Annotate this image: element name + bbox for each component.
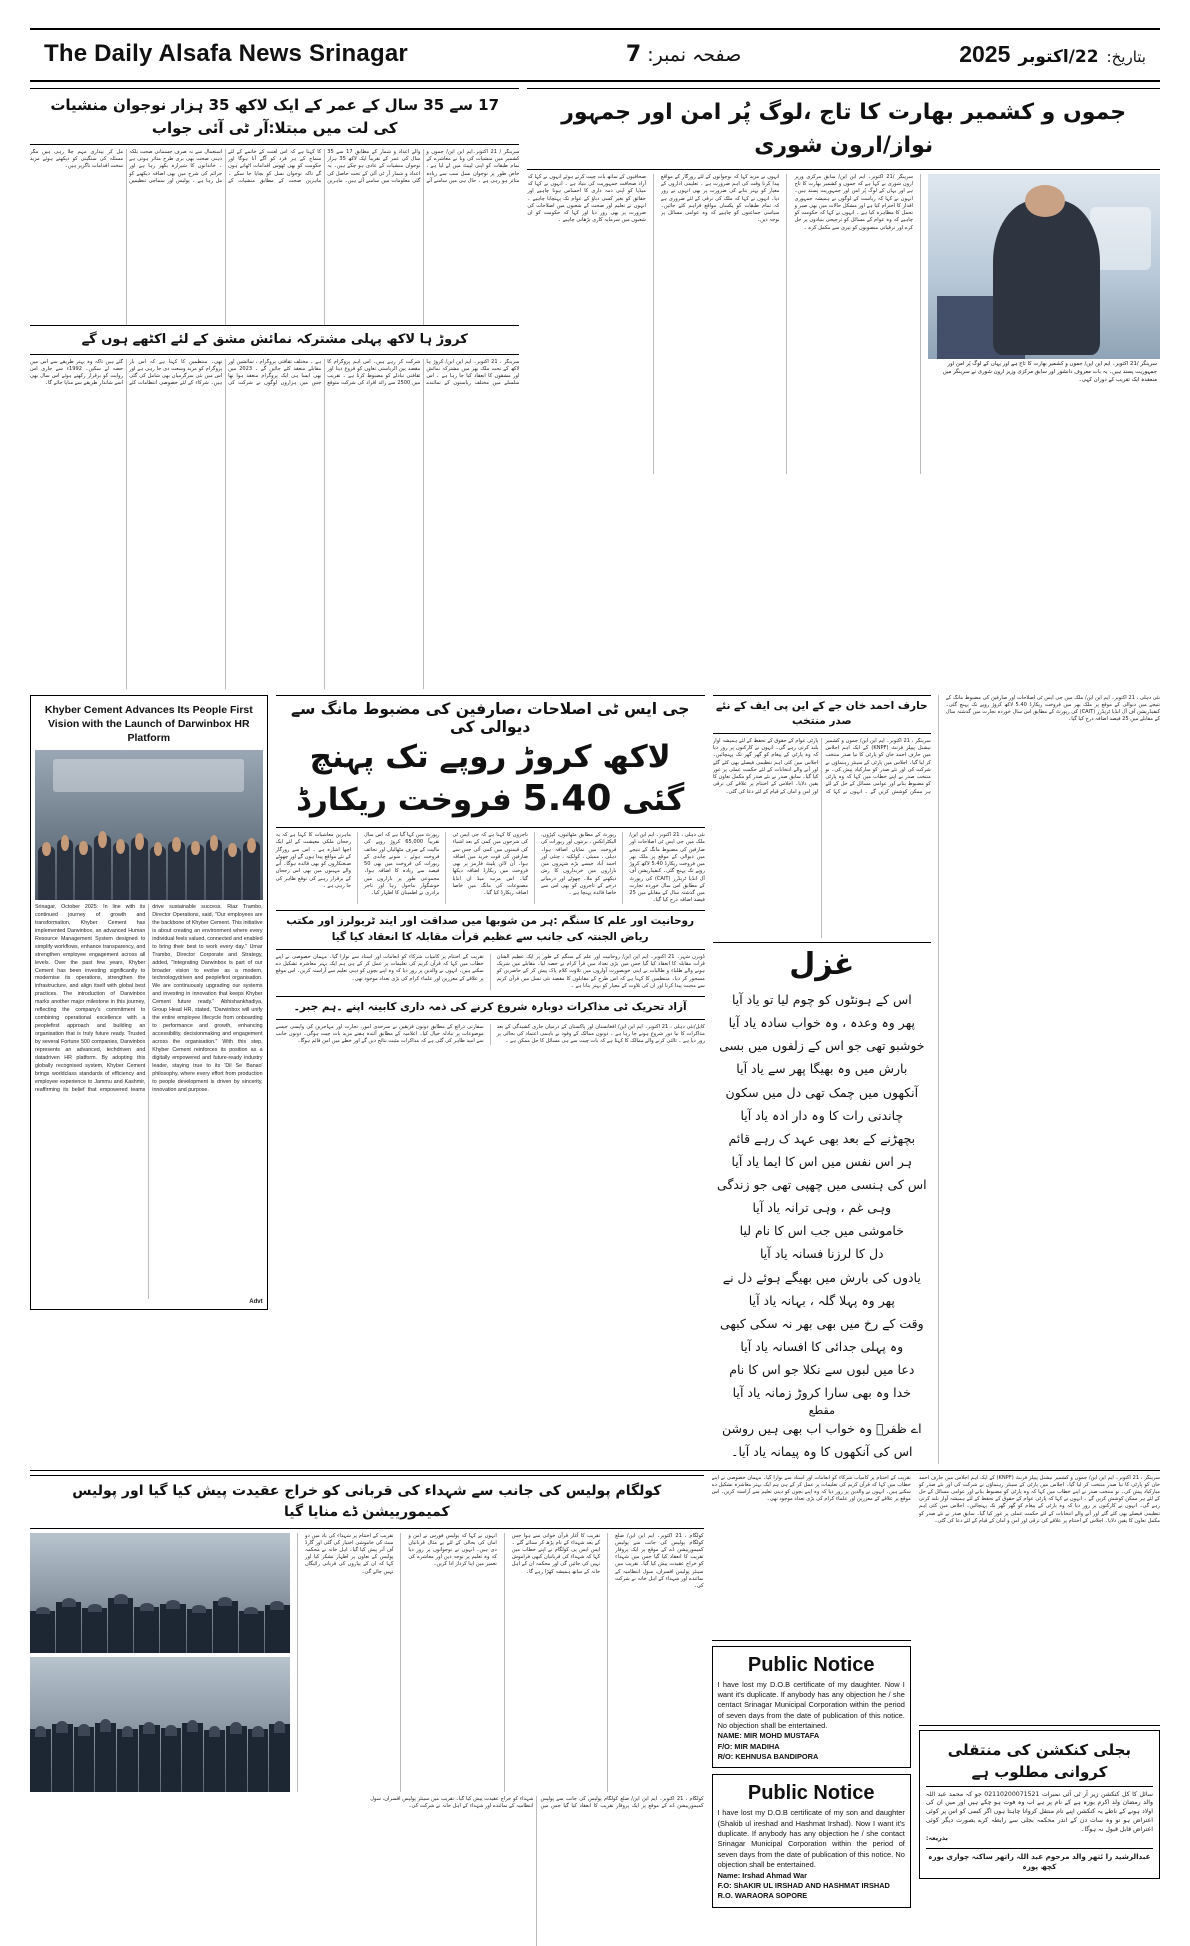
gst-body-col3: تاجروں کا کہنا ہے کہ جی ایس ٹی کی شرحوں میں کمی کے بعد اشیاء کی قیمتوں میں کمی آئی جس سے صارفین کی قوت خرید میں اضافہ ہوا۔ آن لائن پلیٹ فارمز پر بھی فروخت میں ریکارڈ اضافہ دیکھا گیا۔ اس مرتبہ میڈ ان انڈیا مصنوعات کی مانگ میں خاصا اضافہ ریکارڈ کیا گیا۔ bbox=[452, 832, 528, 896]
kulgam-body-col3: انہوں نے کہا کہ پولیس فورس نے امن و امان کی بحالی کے لئے بے مثال قربانیاں دی ہیں۔ انہوں نے نوجوانوں پر زور دیا کہ وہ تعلیم پر توجہ دیں اور معاشرے کی تعمیر میں اپنا کردار ادا کریں۔ bbox=[408, 1532, 497, 1568]
ghazal-line: بارش میں وہ بھیگا پھر سے یاد آیا bbox=[736, 1061, 908, 1077]
ghazal-line: بچھڑنے کے بعد بھی عہد ک رہے قائم bbox=[728, 1130, 916, 1146]
ghazal-line: اے ظفرؔ وہ خواب اب بھی ہیں روشن bbox=[721, 1421, 922, 1437]
paper-title: The Daily Alsafa News Srinagar bbox=[44, 40, 408, 67]
date-year: 2025 bbox=[959, 40, 1011, 67]
talks-body-col1: کابل/نئی دہلی ، 21 اکتوبر۔ ایم این این/ افغانستان اور پاکستان کے درمیان جاری کشیدگی کے بعد مذاکرات کا نیا دور شروع ہونے جا رہا ہے ۔ دونوں ممالک کے وفود نے باہمی اعتماد کی بحالی پر زور دیا ہے ۔ ثالثی کرنے والے ممالک کا کہنا ہے کہ بات چیت سے ہی مسائل کا حل ممکن ہے ۔ bbox=[496, 1023, 705, 1045]
top-section bbox=[30, 88, 1160, 689]
gst-headline bbox=[276, 736, 705, 828]
kulgam-story-block bbox=[30, 1475, 704, 1946]
ghazal-line: خاموشی میں جب اس کا نام لیا bbox=[739, 1223, 904, 1239]
advt-group-photo bbox=[35, 750, 263, 900]
right-bottom-filler: سرینگر ، 21 اکتوبر۔ ایم این این/ جموں و کشمیر نیشنل پیپلز فرنٹ (KNPF) کے ایک اہم اجلاس میں حارف احمد خان کو پارٹی کا نیا صدر منتخب کر لیا گیا۔ اجلاس میں پارٹی کے سینئر رہنماؤں نے شرکت کی اور نئے صدر کو مبارکباد پیش کی۔ نو منتخب صدر نے اپنے خطاب میں کہا کہ وہ پارٹی کو مضبوط بنانے اور عوامی مسائل کے حل کے لئے ہر ممکن کوشش کریں گے ۔ انہوں نے کہا کہ پارٹی عوام کے حقوق کے تحفظ کے لئے ہمیشہ آواز بلند کرتی رہے گی۔ انہوں نے کارکنوں پر زور دیا کہ وہ پارٹی کے پیغام کو گھر گھر تک پہنچائیں۔ اجلاس میں کئی اہم تنظیمی فیصلے بھی کئے گئے اور آنے والے انتخابات کے لئے حکمت عملی پر غور کیا گیا۔ سابق صدر نے نئے صدر کو مکمل تعاون کا یقین دلایا۔ اجلاس کے اختتام پر علاقے کی ترقی اور امن و امان کے قیام کے لئے دعا کی گئی۔ bbox=[918, 1474, 1160, 1524]
ghazal-line: دعا میں لبوں سے نکلا جو اس کا نام bbox=[729, 1362, 915, 1377]
knpf-headline: حارف احمد خان جے کے این پی ایف کے نئے صدر منتخب bbox=[716, 699, 928, 728]
public-notice-1-fo: F/O: MIR MADIHA bbox=[717, 1741, 780, 1751]
story-body-drugs: سرینگر / 21 اکتوبر۔ایم این این/ جموں و کشمیر میں منشیات کی وبا نے معاشرے کے تمام طبقات کو اپنی لپیٹ میں لے لیا ہے ، خاص طور پر نوجوان نسل سب سے زیادہ متاثر ہو رہی ہے ۔ حال ہی میں سامنے آنے والے اعداد و شمار کے مطابق 17 سے 35 سال کی عمر کے تقریباً ایک لاکھ 35 ہزار نوجوان منشیات کے عادی ہو چکے ہیں۔ یہ اعداد و شمار آر ٹی آئی کے تحت حاصل کی گئی معلومات میں سامنے آئے ہیں۔ ماہرین کا کہنا ہے کہ اس لعنت کے خاتمے کے لئے سماج کے ہر فرد کو آگے آنا ہوگا اور حکومت کو بھی ٹھوس اقدامات اٹھانے ہوں گے تاکہ نوجوان نسل کو بچایا جا سکے ۔ ماہرین صحت کے مطابق منشیات کے استعمال سے نہ صرف جسمانی صحت بلکہ ذہنی صحت بھی بری طرح متاثر ہوتی ہے ۔ خاندانوں کا شیرازہ بکھر رہا ہے اور جرائم کی شرح میں بھی اضافہ دیکھنے کو مل رہا ہے ۔ پولیس اور سماجی تنظیمیں مل کر بیداری مہم چلا رہی ہیں مگر مسئلہ کی سنگینی کو دیکھتے ہوئے مزید سخت اقدامات ناگزیر ہیں۔ bbox=[30, 149, 520, 184]
ghazal-line: پھر وہ پہلا گلہ ، بہانہ یاد آیا bbox=[748, 1292, 895, 1308]
gst-story-block bbox=[276, 695, 705, 1046]
middle-section bbox=[30, 695, 1160, 1464]
bottom-filler-text: تقریب کے اختتام پر کامیاب شرکاء کو انعامات اور اسناد سے نوازا گیا۔ مہمان خصوصی نے اپنے خطاب میں کہا کہ قرآن کریم کی تعلیمات پر عمل کر کے ہی ہم ایک بہتر معاشرہ تشکیل دے سکتے ہیں۔ انہوں نے والدین پر زور دیا کہ وہ اپنے بچوں کو دینی تعلیم سے آراستہ کریں۔ اس موقع پر علاقے کے معززین اور علماء کرام کی بڑی تعداد موجود تھی۔ bbox=[711, 1474, 911, 1503]
ghazal-line: خدا وہ بھی سارا کروڑ زمانہ یاد آیا bbox=[732, 1385, 911, 1401]
ghazal-lines bbox=[713, 988, 931, 1464]
gst-kicker: جی ایس ٹی اصلاحات ،صارفین کی مضبوط مانگ سے دیوالی کی bbox=[291, 699, 690, 736]
story-body-shourie-col2: انہوں نے مزید کہا کہ نوجوانوں کے لئے روزگار کے مواقع پیدا کرنا وقت کی اہم ضرورت ہے ۔ تعلیمی اداروں کے معیار کو بہتر بنانے کی ضرورت پر بھی انہوں نے زور دیا۔ انہوں نے کہا کہ ملک کی ترقی کے لئے ضروری ہے کہ تمام طبقات کو یکساں مواقع فراہم کئے جائیں۔ سیاسی جماعتوں کو چاہیے کہ وہ عوامی مسائل پر توجہ دیں۔ bbox=[660, 174, 780, 224]
ghazal-line: اس کے ہونٹوں کو چوم لیا تو یاد آیا bbox=[731, 992, 912, 1007]
photo-person-head bbox=[1025, 185, 1064, 216]
advt-photo-people bbox=[35, 807, 263, 900]
gst-headline-number: 5.40 bbox=[522, 778, 612, 820]
qirat-headline: روحانیت اور علم کا سنگم :ہر من شوبھا میں صداقت اور ایند ٹریولرز اور مکتب ریاض الجنتہ کی جانب سے عظیم قرأت مقابلہ کا انعقاد کیا گیا bbox=[286, 915, 695, 944]
story-body-exhibition: سرینگر ، 21 اکتوبر۔ ایم این این/ کروڑ ہا لاکھ کے تحت ملک بھر میں مشترکہ نمائش اور مشقوں کا انعقاد کیا جا رہا ہے ۔ اس سلسلے میں مختلف ریاستوں کے نمائندے شرکت کر رہے ہیں۔ اس اہم پروگرام کا مقصد بین الریاستی تعاون کو فروغ دینا اور ثقافتی تبادلے کو مضبوط کرنا ہے ۔ تقریب میں 2500 سے زائد افراد کی شرکت متوقع ہے ۔ مختلف ثقافتی پروگرام ، نمائشیں اور مقابلے منعقد کئے جائیں گے ۔ 2023 میں بھی ایسا ہی ایک پروگرام منعقد ہوا تھا جس میں ہزاروں لوگوں نے شرکت کی تھی۔ منتظمین کا کہنا ہے کہ اس بار پروگرام کو مزید وسعت دی جا رہی ہے اور اس میں نئی سرگرمیاں بھی شامل کی گئی ہیں۔ شرکاء کے لئے خصوصی انتظامات کئے گئے ہیں تاکہ وہ بہتر طریقے سے اس میں حصہ لے سکیں۔ 1992ء سے جاری اس روایت کو برقرار رکھتے ہوئے اس سال بھی اسے شاندار طریقے سے منایا جائے گا۔ bbox=[30, 358, 520, 387]
top-left-column bbox=[30, 88, 519, 689]
story-headline-shourie: جموں و کشمیر بھارت کا تاج ،لوگ پُر امن اور جمہور نواز/ارون شوری bbox=[527, 88, 1160, 170]
shourie-photo-caption: سرینگر /21 اکتوبر۔ ایم این این/ جموں و کشمیر بھارت کا تاج ہے اور یہاں کے لوگ پُر امن اور جمہوریت پسند ہیں۔ یہ بات معروف دانشور اور سابق مرکزی وزیر ارون شوری نے سرینگر میں منعقدہ ایک تقریب کے دوران کہی۔ bbox=[942, 361, 1157, 383]
right-column bbox=[713, 695, 1160, 1464]
public-notice-1-title: Public Notice bbox=[747, 1653, 875, 1676]
advt-photo-banner bbox=[53, 759, 244, 792]
kulgam-photo-bottom bbox=[30, 1657, 290, 1792]
gst-headline-pre: فروخت ریکارڈ bbox=[296, 782, 512, 819]
gst-headline-post: لاکھ کروڑ روپے تک پہنچ گئی bbox=[309, 738, 685, 819]
public-notices-block bbox=[712, 1475, 911, 1908]
ghazal-line: اس کی آنکھوں کا وہ پیمانہ یاد آیا۔ bbox=[731, 1444, 913, 1460]
date-block bbox=[959, 41, 1146, 68]
ghazal-line: چاندنی رات کا وہ دار ادہ یاد آیا bbox=[740, 1107, 904, 1123]
story-body-shourie-col3: صحافیوں کے ساتھ بات چیت کرتے ہوئے انہوں نے کہا کہ آزاد صحافت جمہوریت کی بنیاد ہے ۔ انہوں نے کہا کہ میڈیا کو اپنی ذمہ داری کا احساس ہونا چاہیے اور حقائق کو بغیر کسی دباؤ کے عوام تک پہنچانا چاہیے ۔ انہوں نے تعلیم اور صحت کے شعبوں میں اصلاحات کی ضرورت پر بھی زور دیا اور کہا کہ حکومت کو ان شعبوں میں سرمایہ کاری بڑھانی چاہیے ۔ bbox=[527, 174, 646, 224]
date-day: 22/اکتوبر bbox=[1018, 46, 1099, 67]
date-label: بتاریخ: bbox=[1106, 47, 1146, 66]
ghazal-line: ہر اس نفس میں اس کا ایما یاد آیا bbox=[731, 1153, 913, 1169]
knpf-body: سرینگر ، 21 اکتوبر۔ ایم این این/ جموں و کشمیر نیشنل پیپلز فرنٹ (KNPF) کے ایک اہم اجلاس میں حارف احمد خان کو پارٹی کا نیا صدر منتخب کر لیا گیا۔ اجلاس میں پارٹی کے سینئر رہنماؤں نے شرکت کی اور نئے صدر کو مبارکباد پیش کی۔ نو منتخب صدر نے اپنے خطاب میں کہا کہ وہ پارٹی کو مضبوط بنانے اور عوامی مسائل کے حل کے لئے ہر ممکن کوشش کریں گے ۔ انہوں نے کہا کہ پارٹی عوام کے حقوق کے تحفظ کے لئے ہمیشہ آواز بلند کرتی رہے گی۔ انہوں نے کارکنوں پر زور دیا کہ وہ پارٹی کے پیغام کو گھر گھر تک پہنچائیں۔ اجلاس میں کئی اہم تنظیمی فیصلے بھی کئے گئے اور آنے والے انتخابات کے لئے حکمت عملی پر غور کیا گیا۔ سابق صدر نے نئے صدر کو مکمل تعاون کا یقین دلایا۔ اجلاس کے اختتام پر علاقے کی ترقی اور امن و امان کے قیام کے لئے دعا کی گئی۔ bbox=[712, 738, 931, 795]
public-notice-2-body: I have lost my D.O.B certificate of my son and daughter (Shakib ul ireshad and Hashmat Irshad). Now I want it's duplicate. If anybody has any objection he / she contact Srinagar Municipal Corporation within the period of seven days from the date of publication of this notice. No objection shall be entertained. bbox=[717, 1808, 905, 1870]
ghazal-line: آنکھوں میں چمک تھی دل میں سکون bbox=[725, 1084, 919, 1100]
ghazal-line: دل کا لرزنا فسانہ یاد آیا bbox=[759, 1246, 884, 1262]
ghazal-line: وہ پہلی جدائی کا افسانہ یاد آیا bbox=[740, 1338, 904, 1354]
story-headline-exhibition: کروڑ ہا لاکھ پہلی مشترکہ نمائش مشق کے لئے اکٹھے ہوں گے bbox=[81, 332, 468, 347]
photo-person-body bbox=[993, 200, 1100, 355]
kulgam-body-col1: کولگام ، 21 اکتوبر۔ ایم این این/ ضلع کولگام پولیس کی جانب سے پولیس کمیمورییشن ڈے کے موقع پر ایک پروقار تقریب کا انعقاد کیا گیا جس میں شہداء کو خراج عقیدت پیش کیا گیا۔ تقریب میں سینئر پولیس افسران، سول انتظامیہ کے نمائندے اور شہداء کے اہل خانہ نے شرکت کی۔ bbox=[615, 1532, 704, 1590]
talks-body-col2: سفارتی ذرائع کے مطابق دونوں فریقین نے سرحدی امور، تجارت اور مہاجرین کی واپسی جیسے موضوعات پر تبادلہ خیال کیا۔ اعلامیہ کے مطابق آئندہ ہفتے مزید بات چیت ہوگی۔ دونوں جانب سے امید ظاہر کی گئی ہے کہ مذاکرات مثبت نتائج دیں گے اور خطے میں امن قائم ہوگا۔ bbox=[275, 1023, 484, 1045]
qirat-body-col1: ڈوبرن شہر۔ 21 اکتوبر۔ ایم این این/ روحانیت اور علم کے سنگم کے طور پر ایک عظیم الشان قرأت مقابلہ کا انعقاد کیا گیا جس میں بڑی تعداد میں قرأ کرام نے حصہ لیا۔ مقابلے میں شریک ہونے والے طلباء و طالبات نے اپنی خوبصورت آوازوں میں تلاوت کلام پاک پیش کر کے حاضرین کو مسحور کر دیا۔ منتظمین کا کہنا ہے کہ اس طرح کے مقابلوں کا مقصد نئی نسل میں قرآن کریم سے محبت پیدا کرنا اور ان کی تلاوت کے معیار کو بہتر بنانا ہے ۔ bbox=[496, 953, 705, 989]
kulgam-body-continued: کولگام ، 21 اکتوبر۔ ایم این این/ ضلع کولگام پولیس کی جانب سے پولیس کمیمورییشن ڈے کے موقع پر ایک پروقار تقریب کا انعقاد کیا گیا جس میں شہداء کو خراج عقیدت پیش کیا گیا۔ تقریب میں سینئر پولیس افسران، سول انتظامیہ کے نمائندے اور شہداء کے اہل خانہ نے شرکت کی۔ bbox=[370, 1795, 704, 1809]
kulgam-headline: کولگام پولیس کی جانب سے شہداء کی قربانی کو خراج عقیدت پیش کیا گیا اور پولیس کمیمورییشن ڈے منایا گیا bbox=[30, 1475, 704, 1529]
public-notice-1-body: I have lost my D.O.B certificate of my daughter. Now I want it's duplicate. If anybody has any objection he / she centact Srinagar Municipal Corporation within the period of seven days from the date of publication of this notice. No objection shall be entertained. bbox=[717, 1679, 905, 1730]
bijli-notice-sign-label: بذریعہ: bbox=[925, 1834, 948, 1843]
kulgam-body-col4: تقریب کے اختتام پر شہداء کی یاد میں دو منٹ کی خاموشی اختیار کی گئی اور گارڈ آف آنر پیش کیا گیا۔ اہل خانہ نے محکمہ پولیس کے تعاون پر اظہار تشکر کیا اور کہا کہ ان کے پیاروں کی قربانی رائیگاں نہیں جائے گی۔ bbox=[305, 1532, 394, 1575]
qirat-body-col2: تقریب کے اختتام پر کامیاب شرکاء کو انعامات اور اسناد سے نوازا گیا۔ مہمان خصوصی نے اپنے خطاب میں کہا کہ قرآن کریم کی تعلیمات پر عمل کر کے ہی ہم ایک بہتر معاشرہ تشکیل دے سکتے ہیں۔ انہوں نے والدین پر زور دیا کہ وہ اپنے بچوں کو دینی تعلیم سے آراستہ کریں۔ اس موقع پر علاقے کے معززین اور علماء کرام کی بڑی تعداد موجود تھی۔ bbox=[275, 953, 484, 982]
bijli-notice-headline: بجلی کنکشن کی منتقلی کروانی مطلوب ہے bbox=[947, 1740, 1132, 1781]
public-notice-2-ro: R.O. WARAORA SOPORE bbox=[717, 1891, 808, 1901]
story-body-shourie-col1: سرینگر /21 اکتوبر۔ ایم این این/ سابق مرکزی وزیر ارون شوری نے کہا ہے کہ جموں و کشمیر بھارت کا تاج ہے اور یہاں کے لوگ پُر امن اور جمہوریت پسند ہیں۔ انہوں نے کہا کہ ریاست کے لوگوں نے ہمیشہ جمہوری اقدار کا احترام کیا ہے اور مشکل حالات میں بھی صبر و تحمل کا مظاہرہ کیا ہے ۔ انہوں نے کہا کہ حکومت کو چاہیے کہ وہ عوام کے مسائل کو ترجیحی بنیادوں پر حل کرے اور ترقیاتی منصوبوں کو تیزی سے مکمل کرے ۔ bbox=[794, 174, 913, 231]
gst-body-overflow: نئی دہلی ، 21 اکتوبر۔ ایم این این/ ملک میں جی ایس ٹی اصلاحات اور صارفین کی مضبوط مانگ کے نتیجے میں دیوالی کے موقع پر ملک بھر میں فروخت ریکارڈ 5.40 لاکھ کروڑ روپے تک پہنچ گئی۔ کنفیڈریشن آف آل انڈیا ٹریڈرز (CAIT) کی رپورٹ کے مطابق اس سال خوردہ تجارت میں گذشتہ سال کے مقابلے میں 25 فیصد اضافہ درج کیا گیا۔ bbox=[945, 694, 1161, 723]
public-notice-1-ro: R/O: KEHNUSA BANDIPORA bbox=[717, 1752, 819, 1762]
gst-body-col4: رپورٹ میں کہا گیا ہے کہ اس سال تقریباً 65,000 کروڑ روپے کی مالیت کے صرف مٹھائیاں اور تحائف فروخت ہوئے ۔ سونے چاندی کے زیورات کی فروخت میں بھی 50 فیصد سے زیادہ کا اضافہ ہوا۔ مجموعی طور پر بازاروں میں خوشگوار ماحول رہا اور تاجر برادری نے اطمینان کا اظہار کیا۔ bbox=[364, 832, 440, 896]
top-right-column bbox=[527, 88, 1160, 689]
gst-body-col1: نئی دہلی ، 21 اکتوبر۔ ایم این این/ ملک میں جی ایس ٹی اصلاحات اور صارفین کی مضبوط مانگ کے نتیجے میں دیوالی کے موقع پر ملک بھر میں فروخت ریکارڈ 5.40 لاکھ کروڑ روپے تک پہنچ گئی۔ کنفیڈریشن آف آل انڈیا ٹریڈرز (CAIT) کی رپورٹ کے مطابق اس سال خوردہ تجارت میں گذشتہ سال کے مقابلے میں 25 فیصد اضافہ درج کیا گیا۔ bbox=[629, 832, 705, 904]
advt-mark: Advt bbox=[249, 1299, 263, 1306]
public-notice-2-fo: F.O: ShAKIR UL IRSHAD AND HASHMAT IRSHAD bbox=[717, 1880, 890, 1890]
bijli-notice-body: سائل کا کل کنکشن زیر آر ٹی آئی نمبرات 02110200071521 جو کہ محمد عبد اللہ والد رمضان ولد اکرم بورہ ہے کے نام پر ہے اب وہ فوت ہو چکے ہیں اور میں ان کی اولاد ہونے کے ناطے یہ کنکشن اپنے نام منتقل کروانا چاہتا ہوں اگر کسی کو اس پر کوئی اعتراض ہو تو وہ سات دن کے اندر محکمہ بجلی سے رابطہ کرے بصورت دیگر کوئی اعتراض قابل قبول نہ ہوگا۔ bbox=[925, 1790, 1153, 1833]
advt-title: Khyber Cement Advances Its People First Vision with the Launch of Darwinbox HR Platform bbox=[44, 703, 253, 744]
page-number-label: صفحہ نمبر: bbox=[647, 43, 742, 66]
public-notice-2-title: Public Notice bbox=[747, 1782, 875, 1805]
kulgam-photo-top bbox=[30, 1533, 290, 1653]
public-notice-2 bbox=[712, 1774, 911, 1907]
gst-body-col5: ماہرین معاشیات کا کہنا ہے کہ یہ رجحان ملکی معیشت کے لئے ایک اچھا اشارہ ہے ۔ اس سے روزگار کے نئے مواقع پیدا ہوں گے اور چھوٹے صنعتکاروں کو بھی فائدہ ہوگا۔ آنے والے مہینوں میں بھی اس رجحان کے برقرار رہنے کی توقع ظاہر کی جا رہی ہے ۔ bbox=[275, 832, 352, 889]
masthead bbox=[30, 28, 1160, 82]
story-headline-drugs: 17 سے 35 سال کے عمر کے ایک لاکھ 35 ہزار نوجوان منشیات کی لت میں مبتلا:آر ٹی آئی جواب bbox=[30, 88, 519, 145]
ghazal-line: یادوں کی بارش میں بھیگے ہوئے دل نے bbox=[722, 1269, 921, 1285]
page-number-block bbox=[626, 42, 741, 67]
public-notice-1-name: NAME: MIR MOHD MUSTAFA bbox=[717, 1731, 820, 1741]
page-number: 7 bbox=[625, 41, 642, 67]
ghazal-line: پھر وہ وعدہ ، وہ خواب سادہ یاد آیا bbox=[728, 1015, 915, 1031]
ghazal-line: وہی غم ، وہی ترانہ یاد آیا bbox=[752, 1200, 892, 1216]
kulgam-body-col2: تقریب کا آغاز قرآن خوانی سے ہوا جس کے بعد شہداء کے نام پڑھ کر سنائے گئے ۔ ایس ایس پی کولگام نے اپنے خطاب میں کہا کہ شہداء کی قربانیاں کبھی فراموش نہیں کی جائیں گی اور محکمہ ان کے اہل خانہ کے ساتھ ہمیشہ کھڑا رہے گا۔ bbox=[511, 1532, 601, 1575]
talks-headline: آزاد تحریک ٹی مذاکرات دوبارہ شروع کرنے کی ذمہ داری کابینہ اپنے ۔ہم جبر۔ bbox=[293, 1001, 687, 1014]
ghazal-line: خوشبو تھی جو اس کے زلفوں میں بسی bbox=[719, 1038, 925, 1054]
shourie-photo bbox=[928, 174, 1160, 359]
gst-body-col2: رپورٹ کے مطابق مٹھائیوں، کپڑوں، الیکٹرانکس ، برتنوں اور زیورات کی فروخت میں نمایاں اضافہ ہوا۔ دہلی ، ممبئی ، کولکتہ ، چنئی اور احمد آباد جیسے بڑے شہروں میں بازاروں میں خریداروں کا رش دیکھنے کو ملا۔ چھوٹے اور درمیانے درجے کے تاجروں کو بھی اس سے خاصا فائدہ پہنچا ہے ۔ bbox=[540, 832, 617, 896]
advertisement-block bbox=[30, 695, 268, 1311]
advt-body: Srinagar, October 2025: In line with its continued journey of growth and transformation, Khyber Cement has implemented Darwinbox, an advanced Human Resource Management System designed to simplify workflows, enhance transparency, and strengthen employee engagement across all levels. Over the past few years, Khyber Cement has been investing significantly to modernise its operations, strengthen the infrastructure, and align itself with global best practices. The introduction of Darwinbox marks another major milestone in this journey, reflecting the company's commitment to combining operational excellence with a peoplefirst approach and building an organisation that is truly future ready. Trusted by several Fortune 500 companies, Darwinbox represents an advanced, techdriven and datadriven HR platform. By adopting this globally recognised system, Khyber Cement brings worldclass standards of efficiency and employee experience to Jammu and Kashmir, reaffirming its belief that empowered teams drive sustainable success. Riaz Trambo, Director Operations, said, "Our employees are the backbone of Khyber Cement. This initiative is about creating an environment where every individual feels valued, connected and enabled to bring their best to work every day." Umar Trambo, Director Corporate and Strategy, added, "Integrating Darwinbox is part of our broader vision to evolve as a modern, technologydriven and peoplefirst organisation. We are continuously upgrading our systems and investing in innovation that keeps Khyber Cement future ready." Abhishankhadiya, Group Head HR, stated, "Darwinbox will unify the entire employee lifecycle from onboarding to performance and growth, enhancing accessibility, decisionmaking and engagement across the organisation." With this step, Khyber Cement reinforces its position as a digitally empowered and future-ready industry leader, staying true to its 'Dil Se Banao' philosophy, where every effort from production to people development is driven by sincerity, innovation and purpose. bbox=[35, 904, 263, 1093]
public-notice-1 bbox=[712, 1646, 911, 1769]
public-notice-2-name: Name: Irshad Ahmad War bbox=[717, 1870, 807, 1880]
bijli-notice-block bbox=[919, 1475, 1160, 1880]
ghazal-line: اس کی ہنسی میں چھپی تھی جو زندگی bbox=[717, 1177, 927, 1192]
bijli-notice-signer: عبدالرشید را ئتھر والد مرحوم عبد اللہ راتھر ساکنہ چواری بورہ کچھ پورہ bbox=[928, 1851, 1151, 1871]
ghazal-title: غزل bbox=[789, 947, 855, 982]
bottom-section bbox=[30, 1475, 1160, 1946]
ghazal-line: وقت کے رخ میں بھی بھر نہ سکی کبھی bbox=[719, 1315, 924, 1331]
ghazal-maqta-label: مقطع bbox=[808, 1404, 835, 1418]
